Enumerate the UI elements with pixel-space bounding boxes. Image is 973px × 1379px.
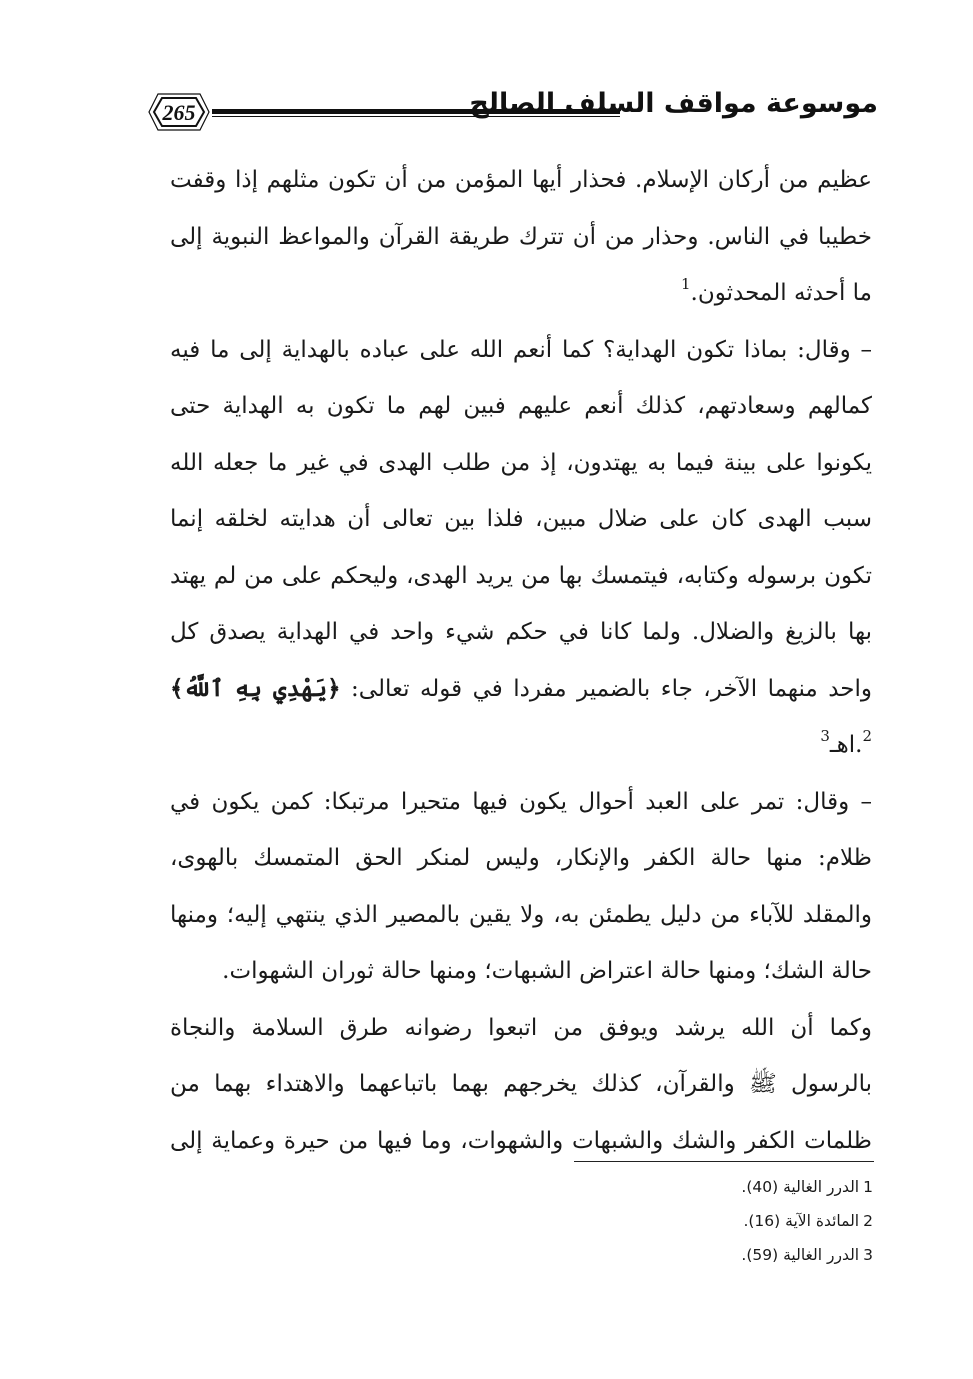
footnote-number: 3 [863,1246,873,1264]
series-title: موسوعة مواقف السلف الصالح [469,88,878,119]
paragraph-3 [170,774,872,1000]
footnote-item [560,1170,873,1204]
footnote-ref: 2 [862,727,872,745]
paragraph-text: – وقال: تمر على العبد أحوال يكون فيها متحيرا مرتبكا: كمن يكون في ظلام: منها حالة الكفر والإنكار، وليس لمنكر الحق المتمسك بالهوى، والمقلد للآباء من دليل يطمئن به، ولا يقين بالمصير الذي ينتهي إليه؛ ومنها حالة الشك؛ ومنها حالة اعتراض الشبهات؛ ومنها حالة ثوران الشهوات. [170,788,872,984]
footnote-ref: 1 [680,275,691,293]
paragraph-ending: .اهـ [829,732,863,758]
paragraph-4 [170,1000,872,1170]
footnote-item [560,1238,873,1272]
paragraph-1 [170,152,872,322]
footnote-number: 1 [863,1178,873,1196]
footnotes [560,1170,873,1272]
paragraph-text: – وقال: بماذا تكون الهداية؟ كما أنعم الله على عباده بالهداية إلى ما فيه كمالهم وسعادتهم، كذلك أنعم عليهم فبين لهم ما تكون به الهداية حتى يكونوا على بينة فيما به يهتدون، إذ من طلب الهدى في غير ما جعله الله سبب الهدى كان على ضلال مبين، فلذا بين تعالى أن هدايته لخلقه إنما تكون برسوله وكتابه، فيتمسك بها من يريد الهدى، وليحكم على من لم يهتد بها بالزيغ والضلال. ولما كانا في حكم شيء واحد في الهداية يصدق كل واحد منهما الآخر، جاء بالضمير مفردا في قوله تعالى: [170,336,872,702]
page-number-badge [146,92,212,132]
footnote-separator [574,1161,874,1162]
footnote-text: المائدة الآية (16). [743,1212,860,1230]
footnote-ref: 3 [820,727,830,745]
footnote-number: 2 [863,1212,873,1230]
page-header [140,88,880,148]
page-body [170,152,872,1169]
footnote-text: الدرر الغالية (40). [741,1178,860,1196]
page-number: 265 [162,100,196,125]
footnote-text: الدرر الغالية (59). [741,1246,860,1264]
paragraph-2 [170,322,872,774]
paragraph-text: وكما أن الله يرشد ويوفق من اتبعوا رضوانه طرق السلامة والنجاة بالرسول ﷺ والقرآن، كذلك يخرجهم بهما باتباعهما والاهتداء بهما من ظلمات الكفر والشك والشبهات والشهوات، وما فيها من حيرة وعماية إلى [170,1014,872,1154]
footnote-item [560,1204,873,1238]
paragraph-text: عظيم من أركان الإسلام. فحذار أيها المؤمن من أن تكون مثلهم إذا وقفت خطيبا في الناس. وحذار من أن تترك طريقة القرآن والمواعظ النبوية إلى ما أحدثه المحدثون. [170,167,872,306]
quran-verse: ﴿يَهْدِي بِهِ ٱللَّهُ﴾ [170,674,341,702]
